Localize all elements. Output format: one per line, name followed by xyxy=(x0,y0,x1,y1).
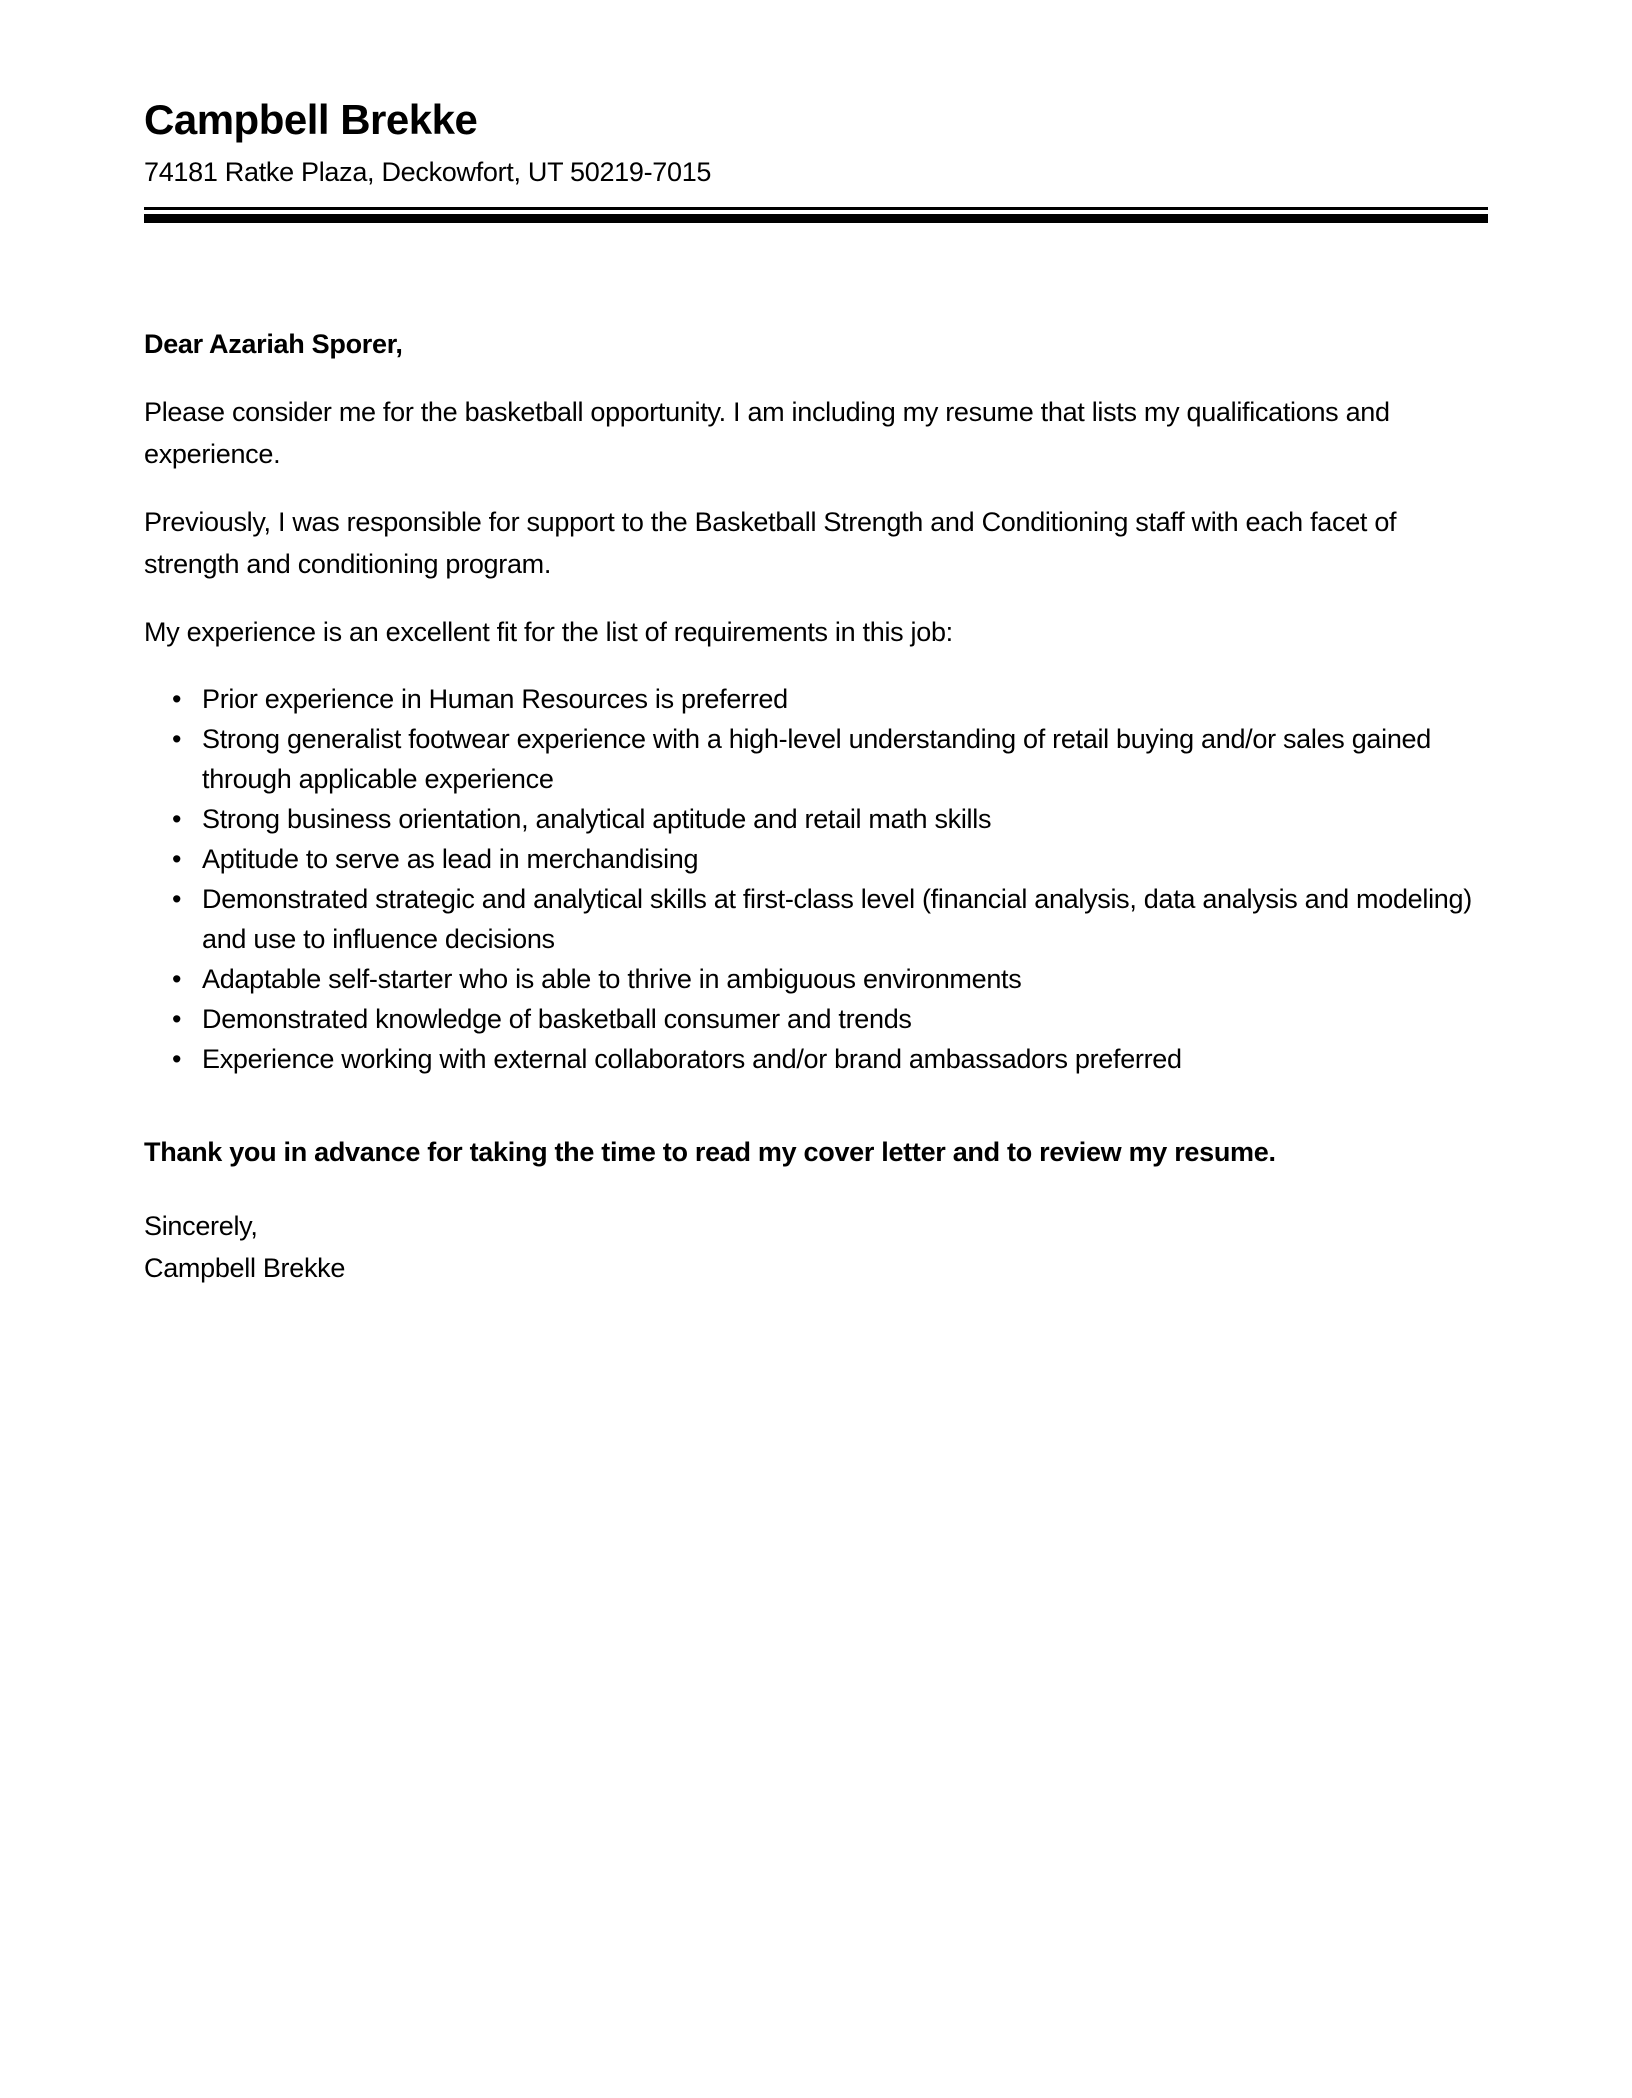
list-item: • Demonstrated knowledge of basketball consumer and trends xyxy=(202,999,1488,1039)
sender-name: Campbell Brekke xyxy=(144,96,478,143)
letter-header xyxy=(144,95,1488,223)
divider-thick-line xyxy=(144,214,1488,223)
signoff-block xyxy=(144,1205,1488,1289)
sender-address: 74181 Ratke Plaza, Deckowfort, UT 50219-7015 xyxy=(144,157,712,187)
letter-body xyxy=(144,323,1488,1289)
valediction: Sincerely, xyxy=(144,1211,258,1241)
list-item: • Strong business orientation, analytical aptitude and retail math skills xyxy=(202,799,1488,839)
list-item: • Adaptable self-starter who is able to thrive in ambiguous environments xyxy=(202,959,1488,999)
salutation: Dear Azariah Sporer, xyxy=(144,329,403,359)
signature-name: Campbell Brekke xyxy=(144,1253,346,1283)
requirements-list xyxy=(144,679,1488,1079)
header-divider xyxy=(144,207,1488,223)
list-item: • Aptitude to serve as lead in merchandising xyxy=(202,839,1488,879)
paragraph-intro: Please consider me for the basketball opportunity. I am including my resume that lists my qualifications and experience. xyxy=(144,397,1390,469)
list-item: • Prior experience in Human Resources is preferred xyxy=(202,679,1488,719)
paragraph-fit: My experience is an excellent fit for the list of requirements in this job: xyxy=(144,617,953,647)
paragraph-previous-experience: Previously, I was responsible for support to the Basketball Strength and Conditioning staff with each facet of strength and conditioning program. xyxy=(144,507,1397,579)
divider-thin-line xyxy=(144,207,1488,210)
list-item: • Demonstrated strategic and analytical skills at first-class level (financial analysis, data analysis and modeling) and use to influence decisions xyxy=(202,879,1488,959)
closing-statement: Thank you in advance for taking the time to read my cover letter and to review my resume. xyxy=(144,1137,1276,1167)
list-item: • Experience working with external collaborators and/or brand ambassadors preferred xyxy=(202,1039,1488,1079)
list-item: • Strong generalist footwear experience with a high-level understanding of retail buying and/or sales gained through applicable experience xyxy=(202,719,1488,799)
